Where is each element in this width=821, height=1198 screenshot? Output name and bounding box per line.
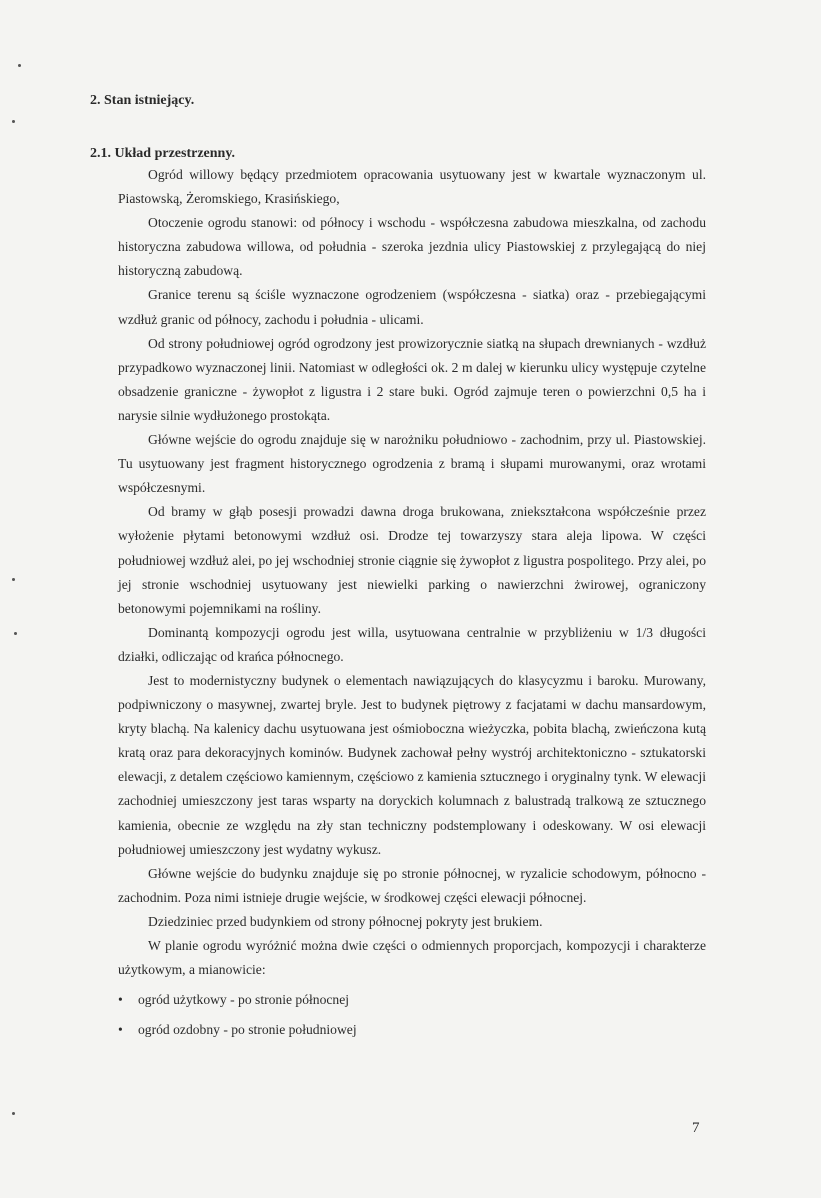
- page-number: 7: [692, 1120, 700, 1136]
- paragraph: Jest to modernistyczny budynek o elementach nawiązujących do klasycyzmu i baroku. Murowany, podpiwniczony o masywnej, zwartej bryle. Jest to budynek piętrowy z facjatami w dachu mansardowym, kryty blachą. Na kalenicy dachu usytuowana jest ośmioboczna wieżyczka, pobita blachą, zwieńczona kutą kratą oraz para dekoracyjnych kominów. Budynek zachował pełny wystrój architektoniczno - sztukatorski elewacji, z detalem częściowo kamiennym, częściowo z kamienia sztucznego i oryginalny tynk. W elewacji zachodniej umieszczony jest taras wsparty na doryckich kolumnach z balustradą tralkową ze sztucznego kamienia, obecnie ze względu na zły stan techniczny podstemplowany i odeskowany. W osi elewacji południowej umieszczony jest wydatny wykusz.: [118, 672, 706, 857]
- scan-mark: [18, 64, 21, 67]
- paragraph: Otoczenie ogrodu stanowi: od północy i wschodu - współczesna zabudowa mieszkalna, od zachodu historyczna zabudowa willowa, od południa - szeroka jezdnia ulicy Piastowskiej z przylegającą do niej historyczną zabudową.: [118, 215, 706, 279]
- paragraph: Od bramy w głąb posesji prowadzi dawna droga brukowana, zniekształcona współcześnie przez wyłożenie płytami betonowymi wzdłuż osi. Drodze tej towarzyszy stara aleja lipowa. W części południowej wzdłuż alei, po jej wschodniej stronie ciągnie się żywopłot z ligustra pospolitego. Przy alei, po jej stronie wschodniej usytuowany jest niewielki parking o nawierzchni żwirowej, ograniczony betonowymi pojemnikami na rośliny.: [118, 504, 706, 616]
- scan-mark: [12, 578, 15, 581]
- scan-mark: [12, 120, 15, 123]
- paragraph: Od strony południowej ogród ogrodzony jest prowizorycznie siatką na słupach drewnianych - wzdłuż przypadkowo wyznaczonej linii. Natomiast w odległości ok. 2 m dalej w kierunku ulicy występuje czytelne obsadzenie graniczne - żywopłot z ligustra i 2 stare buki. Ogród zajmuje teren o powierzchni 0,5 ha i narysie silnie wydłużonego prostokąta.: [118, 335, 706, 423]
- list-item: [118, 1018, 706, 1042]
- bullet-icon: •: [118, 1022, 123, 1038]
- paragraph: Dominantą kompozycji ogrodu jest willa, usytuowana centralnie w przybliżeniu w 1/3 długości działki, odliczając od krańca północnego.: [118, 624, 706, 664]
- list-item-text: ogród ozdobny - po stronie południowej: [138, 1022, 357, 1038]
- paragraph: W planie ogrodu wyróżnić można dwie części o odmiennych proporcjach, kompozycji i charakterze użytkowym, a mianowicie:: [118, 938, 706, 978]
- paragraph: Główne wejście do ogrodu znajduje się w narożniku południowo - zachodnim, przy ul. Piastowskiej. Tu usytuowany jest fragment historycznego ogrodzenia z bramą i słupami murowanymi, oraz wrotami współczesnymi.: [118, 432, 706, 496]
- paragraph: Dziedziniec przed budynkiem od strony północnej pokryty jest brukiem.: [148, 913, 543, 929]
- section-heading: 2. Stan istniejący.: [90, 93, 195, 108]
- subsection-heading: 2.1. Układ przestrzenny.: [90, 146, 236, 161]
- paragraph: Główne wejście do budynku znajduje się po stronie północnej, w ryzalicie schodowym, północno - zachodnim. Poza nimi istnieje drugie wejście, w środkowej części elewacji północnej.: [118, 865, 706, 905]
- body-text: [118, 163, 706, 1042]
- bullet-icon: •: [118, 992, 123, 1008]
- paragraph: Ogród willowy będący przedmiotem opracowania usytuowany jest w kwartale wyznaczonym ul. Piastowską, Żeromskiego, Krasińskiego,: [118, 167, 706, 207]
- scan-mark: [12, 1112, 15, 1115]
- garden-parts-list: [118, 988, 706, 1042]
- list-item-text: ogród użytkowy - po stronie północnej: [138, 992, 350, 1008]
- paragraph: Granice terenu są ściśle wyznaczone ogrodzeniem (współczesna - siatka) oraz - przebiegającymi wzdłuż granic od północy, zachodu i południa - ulicami.: [118, 287, 706, 327]
- list-item: [118, 988, 706, 1012]
- scan-mark: [14, 632, 17, 635]
